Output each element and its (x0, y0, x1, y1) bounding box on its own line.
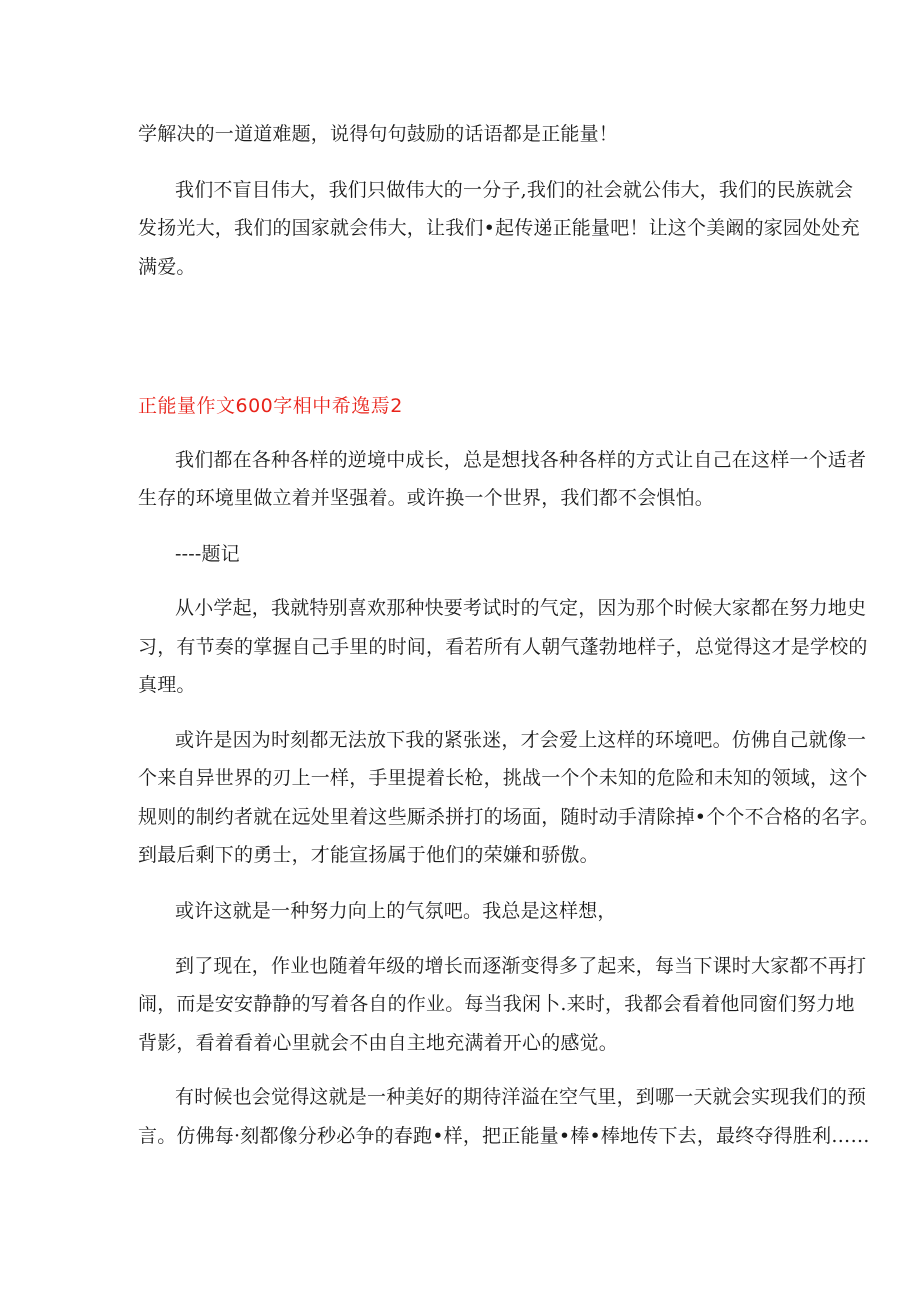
section-heading: 正能量作文600字相中希逸焉2 (138, 395, 403, 417)
paragraph-line: 从小学起，我就特别喜欢那种快要考试时的气定，因为那个时候大家都在努力地史 (175, 597, 867, 619)
paragraph-line: 或许这就是一种努力向上的气氛吧。我总是这样想， (175, 900, 617, 922)
paragraph-line: 个来自异世界的刃上一样，手里提着长枪，挑战一个个未知的危险和未知的领域，这个 (138, 767, 868, 789)
paragraph-line: 或许是因为时刻都无法放下我的紧张迷，才会爱上这样的环境吧。仿佛自己就像一 (175, 729, 867, 751)
paragraph-line: 满爱。 (138, 256, 196, 278)
paragraph-line: 言。仿佛每·刻都像分秒必争的春跑•样，把正能量•棒•棒地传下去，最终夺得胜利…… (138, 1125, 870, 1147)
paragraph-line: 生存的环境里做立着并坚强着。或许换一个世界，我们都不会惧怕。 (138, 487, 715, 509)
paragraph-line: 有时候也会觉得这就是一种美好的期待洋溢在空气里，到哪一天就会实现我们的预 (175, 1086, 867, 1108)
paragraph-line: 闹，而是安安静静的写着各自的作业。每当我闲卜.来时，我都会看着他同窗们努力地 (138, 993, 855, 1015)
epigraph: ----题记 (175, 543, 240, 565)
paragraph-line: 到了现在，作业也随着年级的增长而逐渐变得多了起来，每当下课时大家都不再打 (175, 955, 867, 977)
paragraph-line: 规则的制约者就在远处里着这些厮杀拼打的场面，随时动手清除掉•个个不合格的名字。 (138, 806, 880, 828)
paragraph-line: 真理。 (138, 674, 196, 696)
paragraph-line: 我们都在各种各样的逆境中成长，总是想找各种各样的方式让自己在这样一个适者 (175, 449, 867, 471)
paragraph-line: 习，有节奏的掌握自己手里的时间，看若所有人朝气蓬勃地样子，总觉得这才是学校的 (138, 636, 868, 658)
paragraph-line: 我们不盲目伟大，我们只做伟大的一分子,我们的社会就公伟大，我们的民族就会 (175, 179, 854, 201)
paragraph-line: 发扬光大，我们的国家就会伟大，让我们•起传递正能量吧！让这个美阚的家园处处充 (138, 217, 860, 239)
paragraph-line: 到最后剩下的勇士，才能宣扬属于他们的荣嫌和骄傲。 (138, 844, 599, 866)
paragraph-line: 学解决的一道道难题，说得句句鼓励的话语都是正能量！ (138, 123, 619, 145)
paragraph-line: 背影，看着看着心里就会不由自主地充满着开心的感觉。 (138, 1032, 619, 1054)
